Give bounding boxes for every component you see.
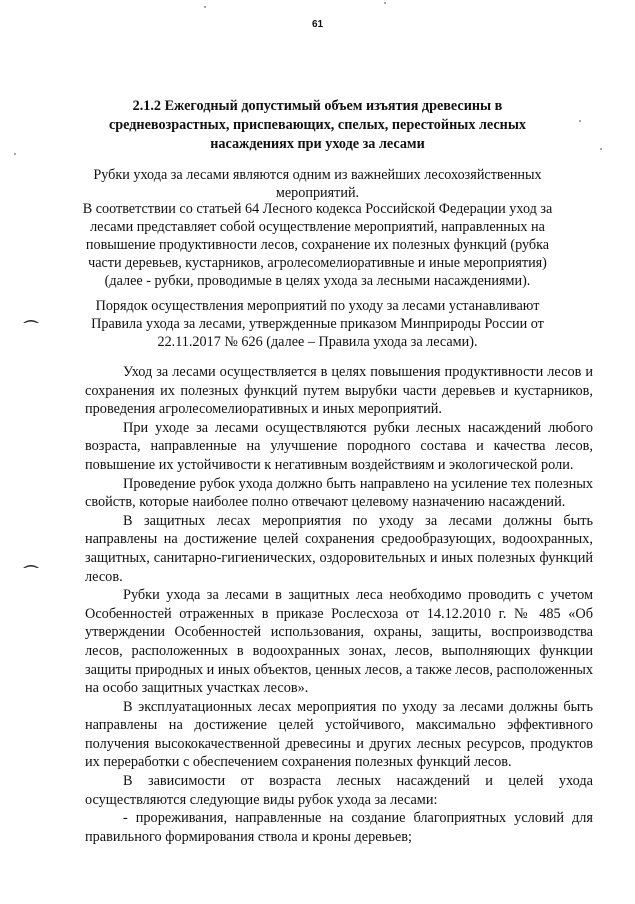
page-number: 61 (311, 19, 324, 30)
binding-hole-mark (22, 563, 40, 569)
paragraph: Рубки ухода за лесами в защитных леса необходимо проводить с учетом Особенностей отраженных в приказе Рослесхоза от 14.12.2010 г. № 485 «Об утверждении Особенностей использования, охраны, защиты, воспроизводства лесов, расположенных в водоохранных зонах, лесов, выполняющих функции защиты природных и иных объектов, ценных лесов, а также лесов, расположенных на особо защитных участках лесов». (85, 587, 593, 697)
paragraph: Уход за лесами осуществляется в целях повышения продуктивности лесов и сохранения их полезных функций путем вырубки части деревьев и кустарников, проведения агролесомелиоративных и иных мероприятий. (85, 364, 593, 418)
paragraph: Проведение рубок ухода должно быть направлено на усиление тех полезных свойств, которые наиболее полно отвечают целевому назначению насаждений. (85, 475, 593, 511)
body-text (85, 363, 593, 846)
paragraph: В защитных лесах мероприятия по уходу за лесами должны быть направлены на достижение целей сохранения средообразующих, водоохранных, защитных, санитарно-гигиенических, оздоровительных и иных полезных функций лесов. (85, 512, 593, 585)
paragraph: - прореживания, направленные на создание благоприятных условий для правильного формирования ствола и кроны деревьев; (85, 810, 593, 845)
scan-speck (204, 6, 206, 8)
paragraph: В эксплуатационных лесах мероприятия по уходу за лесами должны быть направлены на достижение целей устойчивого, максимально эффективного получения высококачественной древесины и других лесных ресурсов, продуктов их переработки с обеспечением сохранения полезных функций лесов. (85, 698, 593, 771)
scan-speck (384, 2, 386, 4)
section-heading: 2.1.2 Ежегодный допустимый объем изъятия древесины в средневозрастных, приспевающих, спелых, перестойных лесных насаждениях при уходе за лесами (108, 98, 527, 152)
intro-paragraph: Рубки ухода за лесами являются одним из важнейших лесохозяйственных мероприятий. (93, 167, 542, 201)
scan-speck (579, 120, 581, 122)
scan-speck (14, 153, 16, 155)
paragraph: При уходе за лесами осуществляются рубки лесных насаждений любого возраста, направленные на улучшение породного состава и качества лесов, повышение их устойчивости к негативным воздействиям и экологической роли. (85, 419, 593, 473)
paragraph: В зависимости от возраста лесных насаждений и целей ухода осуществляются следующие виды рубок ухода за лесами: (85, 773, 593, 808)
binding-hole-mark (22, 318, 40, 324)
scan-speck (600, 148, 602, 150)
forest-code-paragraph: В соответствии со статьей 64 Лесного кодекса Российской Федерации уход за лесами представляет собой осуществление мероприятий, направленных на повышение продуктивности лесов, сохранение их полезных функций (рубка части деревьев, кустарников, агролесомелиоративные и иные мероприятия) (далее - рубки, проводимые в целях ухода за лесными насаждениями). (82, 201, 553, 289)
rules-paragraph: Порядок осуществления мероприятий по уходу за лесами устанавливают Правила ухода за лесами, утвержденные приказом Минприроды России от 22.11.2017 № 626 (далее – Правила ухода за лесами). (91, 298, 544, 350)
